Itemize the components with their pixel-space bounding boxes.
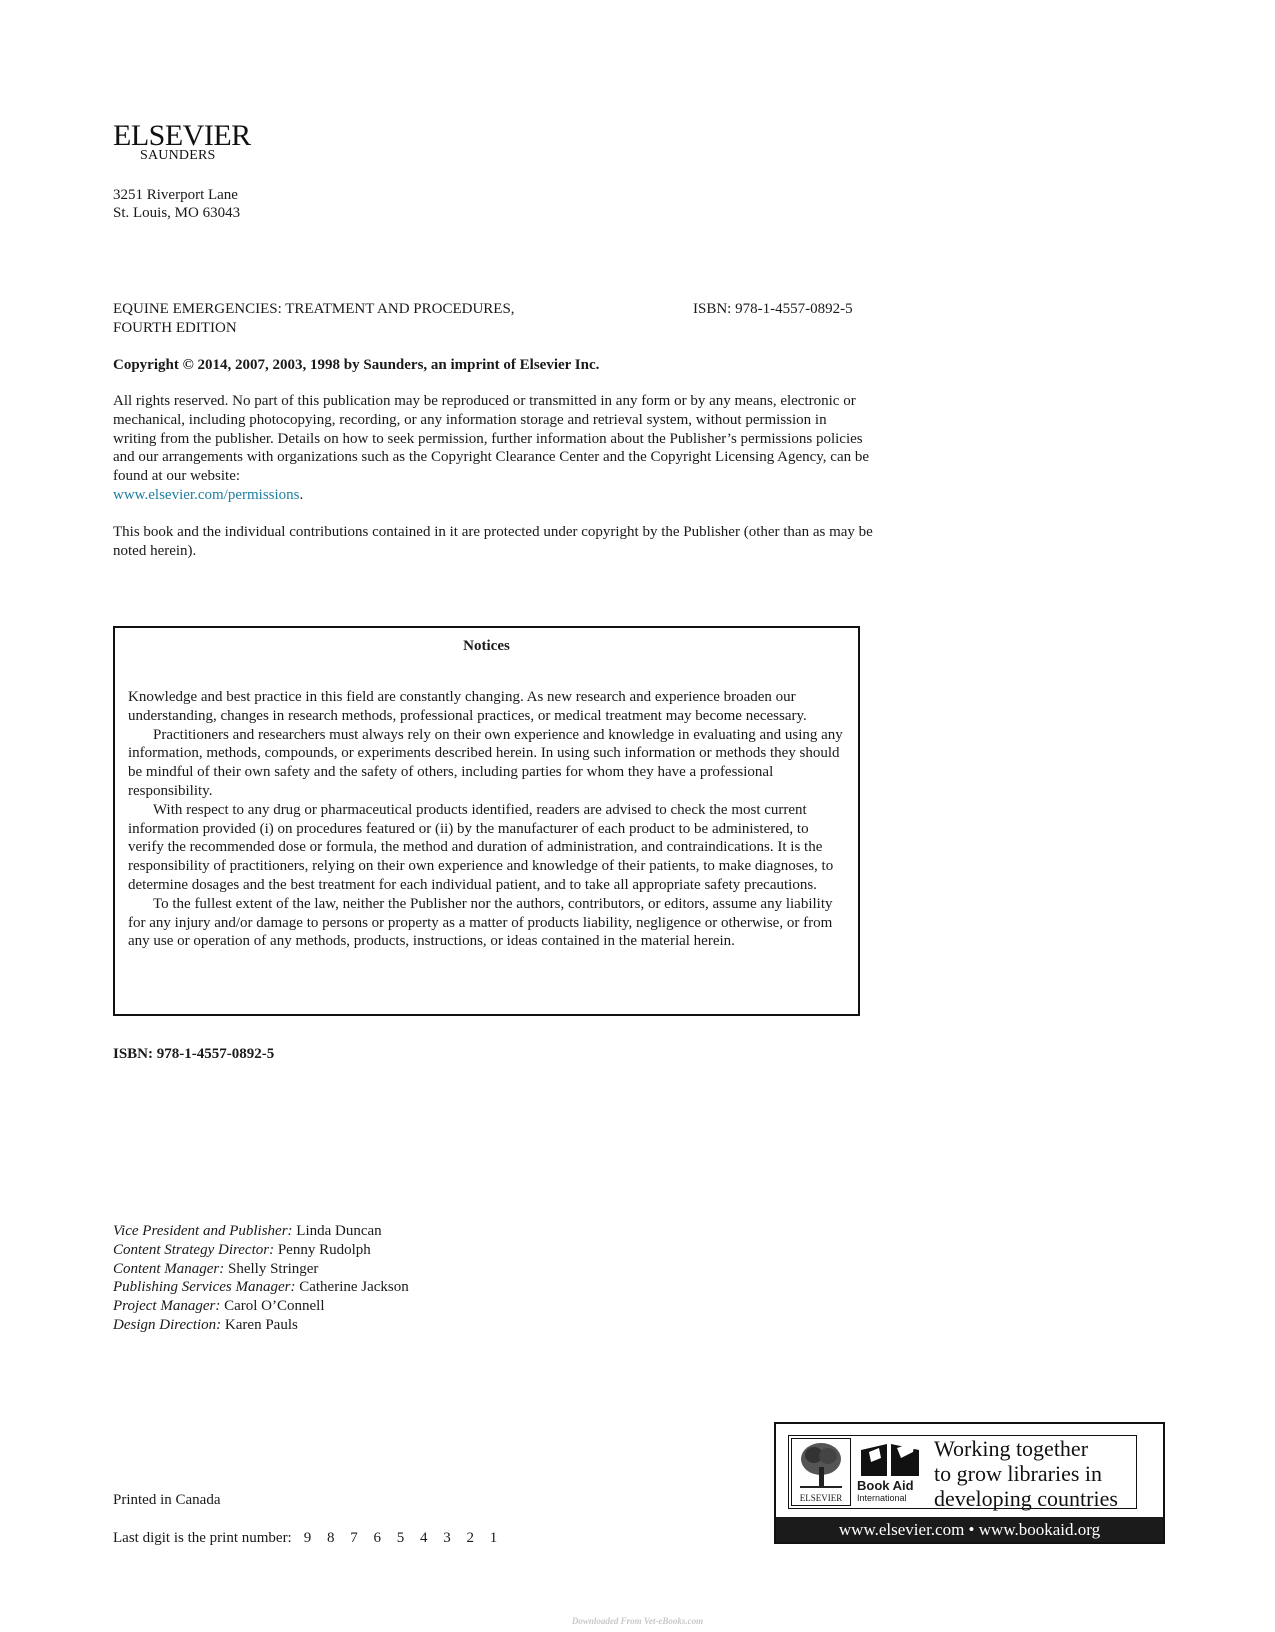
badge-urls: www.elsevier.com • www.bookaid.org <box>776 1517 1163 1542</box>
book-title <box>113 300 573 338</box>
notice-paragraph-3: With respect to any drug or pharmaceutical products identified, readers are advised to check the most current information provided (i) on procedures featured or (ii) by the manufacturer of each product to be administered, to verify the recommended dose or formula, the method and duration of administration, and contraindications. It is the responsibility of practitioners, relying on their own experience and knowledge of their patients, to make diagnoses, to determine dosages and the best treatment for each individual patient, and to take all appropriate safety precautions. <box>128 801 834 893</box>
link-suffix: . <box>299 486 304 503</box>
slogan-line2: to grow libraries in <box>934 1461 1103 1486</box>
copyright-line: Copyright © 2014, 2007, 2003, 1998 by Saunders, an imprint of Elsevier Inc. <box>113 357 600 373</box>
download-watermark: Downloaded From Vet-eBooks.com <box>571 1616 704 1626</box>
print-number-label: Last digit is the print number: <box>113 1530 292 1546</box>
elsevier-logo: ELSEVIER <box>113 119 251 152</box>
tree-icon <box>792 1439 850 1491</box>
bookaid-sub: International <box>857 1493 907 1503</box>
rights-paragraph <box>113 392 873 505</box>
title-line2: FOURTH EDITION <box>113 320 237 336</box>
tree-label: ELSEVIER <box>799 1493 843 1503</box>
credit-name: Carol O’Connell <box>220 1298 325 1315</box>
notice-paragraph-2: Practitioners and researchers must always rely on their own experience and knowledge in evaluating and using any information, methods, compounds, or experiments described herein. In using such information or methods they should be mindful of their own safety and the safety of others, including parties for whom they have a professional responsibility. <box>128 726 843 799</box>
notices-title: Notices <box>463 638 510 654</box>
address-line2: St. Louis, MO 63043 <box>113 205 241 221</box>
print-number-digits: 9 8 7 6 5 4 3 2 1 <box>303 1530 498 1546</box>
credit-name: Penny Rudolph <box>274 1241 371 1258</box>
credit-line <box>113 1316 409 1335</box>
credit-role: Content Strategy Director: <box>113 1241 275 1258</box>
credit-line <box>113 1222 409 1241</box>
title-line1: EQUINE EMERGENCIES: TREATMENT AND PROCEDURES, <box>113 301 515 317</box>
permissions-link[interactable]: www.elsevier.com/permissions <box>113 486 300 503</box>
bookaid-name: Book Aid <box>857 1478 914 1493</box>
credit-line <box>113 1241 409 1260</box>
protection-paragraph: This book and the individual contributions contained in it are protected under copyright by the Publisher (other than as may be noted herein). <box>113 524 873 559</box>
credit-name: Karen Pauls <box>221 1316 298 1333</box>
credit-name: Shelly Stringer <box>224 1260 319 1277</box>
notices-body <box>128 688 846 951</box>
saunders-logo: SAUNDERS <box>140 148 216 163</box>
notices-box <box>113 626 860 1016</box>
badge-inner <box>788 1435 1137 1509</box>
credit-role: Vice President and Publisher: <box>113 1223 293 1239</box>
elsevier-tree-logo <box>791 1438 851 1506</box>
slogan-line3: developing countries <box>934 1486 1118 1511</box>
isbn-top: ISBN: 978-1-4557-0892-5 <box>693 301 853 317</box>
credit-name: Linda Duncan <box>292 1223 382 1239</box>
notice-paragraph-4: To the fullest extent of the law, neither the Publisher nor the authors, contributors, or editors, assume any liability for any injury and/or damage to persons or property as a matter of products liability, negligence or otherwise, or from any use or operation of any methods, products, instructions, or ideas contained in the material herein. <box>128 895 833 950</box>
rights-text: All rights reserved. No part of this publication may be reproduced or transmitted in any form or by any means, electronic or mechanical, including photocopying, recording, or any information storage and retrieval system, without permission in writing from the publisher. Details on how to seek permission, further information about the Publisher’s permissions policies and our arrangements with organizations such as the Copyright Clearance Center and the Copyright Licensing Agency, can be found at our website: <box>113 393 870 485</box>
credits-list <box>113 1222 409 1335</box>
credit-line <box>113 1260 409 1279</box>
publisher-address <box>113 186 240 222</box>
badge-slogan <box>934 1436 1118 1511</box>
slogan-line1: Working together <box>934 1436 1089 1461</box>
isbn-bold: ISBN: 978-1-4557-0892-5 <box>113 1046 275 1062</box>
credit-role: Design Direction: <box>113 1316 222 1333</box>
credit-role: Publishing Services Manager: <box>113 1279 296 1296</box>
print-number-line <box>113 1530 497 1547</box>
credit-role: Content Manager: <box>113 1260 225 1277</box>
credit-name: Catherine Jackson <box>295 1279 409 1296</box>
bookaid-logo <box>857 1438 923 1504</box>
open-book-icon <box>857 1438 923 1478</box>
printed-in: Printed in Canada <box>113 1492 221 1508</box>
credit-line <box>113 1278 409 1297</box>
credit-line <box>113 1297 409 1316</box>
book-aid-badge <box>774 1422 1165 1544</box>
address-line1: 3251 Riverport Lane <box>113 187 238 203</box>
credit-role: Project Manager: <box>113 1298 221 1315</box>
notice-paragraph-1: Knowledge and best practice in this field are constantly changing. As new research and experience broaden our understanding, changes in research methods, professional practices, or medical treatment may become necessary. <box>128 689 807 724</box>
